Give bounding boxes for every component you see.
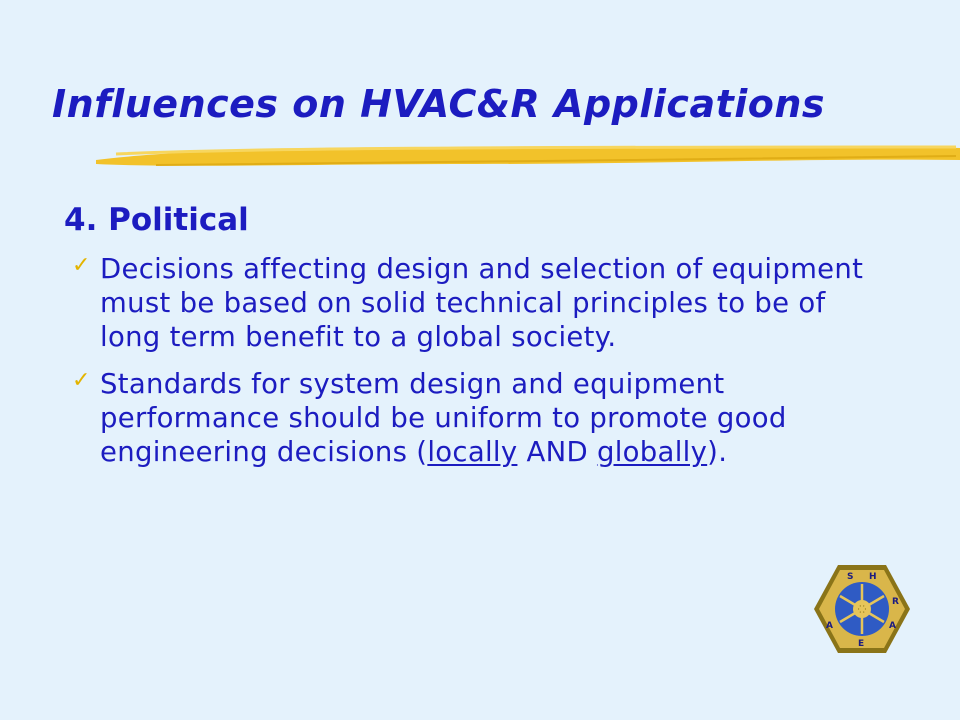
bullet-text-part: Standards for system design and equipment performance should be uniform to promote good engineering decisions ( bbox=[100, 368, 787, 468]
bullet-item bbox=[72, 367, 872, 469]
bullet-text-part: ). bbox=[707, 436, 728, 468]
slide-title: Influences on HVAC&R Applications bbox=[52, 82, 826, 126]
underlined-word-locally: locally bbox=[427, 436, 518, 468]
logo-letter: S bbox=[847, 572, 854, 582]
logo-letter: H bbox=[869, 572, 877, 582]
check-icon: ✓ bbox=[72, 368, 91, 393]
bullet-item bbox=[72, 252, 872, 354]
bullet-text-part: AND bbox=[517, 436, 597, 468]
underlined-word-globally: globally bbox=[596, 436, 708, 468]
check-icon: ✓ bbox=[72, 253, 91, 278]
ashrae-logo bbox=[812, 562, 912, 656]
bullet-list bbox=[72, 252, 872, 482]
title-underline-stroke bbox=[96, 138, 960, 178]
logo-letter: A bbox=[826, 621, 833, 631]
logo-letter: A bbox=[889, 621, 896, 631]
bullet-text bbox=[100, 368, 787, 468]
section-heading: 4. Political bbox=[64, 202, 249, 238]
bullet-text: Decisions affecting design and selection of equipment must be based on solid technical principles to be of long term benefit to a global society. bbox=[100, 253, 864, 353]
logo-letter: E bbox=[858, 639, 865, 649]
logo-letter: R bbox=[892, 597, 899, 607]
